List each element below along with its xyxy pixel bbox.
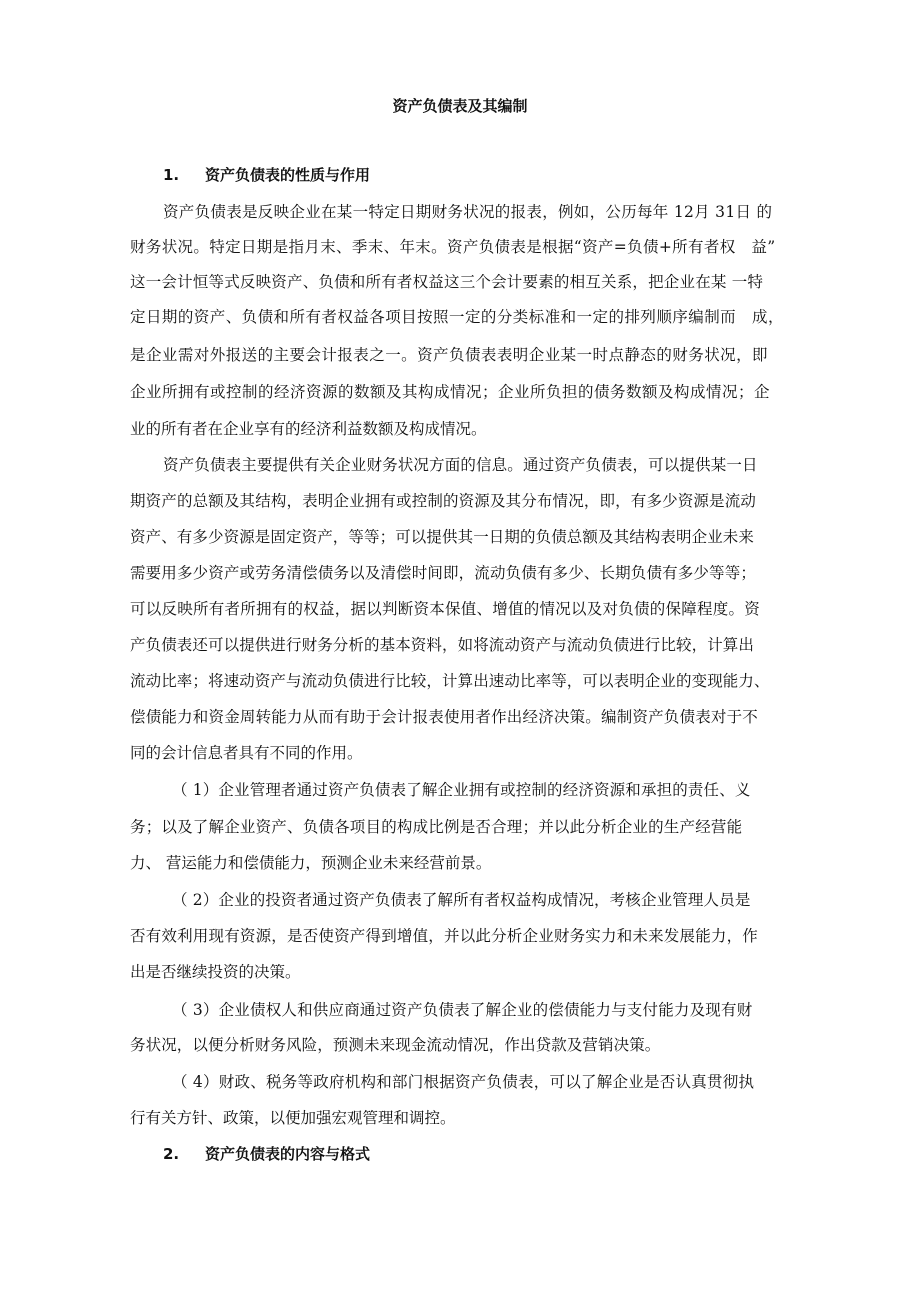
section-heading-2	[163, 1143, 370, 1165]
text-line: 期资产的总额及其结构，表明企业拥有或控制的资源及其分布情况，即，有多少资源是流动	[130, 492, 757, 510]
text-line: （ 2）企业的投资者通过资产负债表了解所有者权益构成情况，考核企业管理人员是	[172, 891, 751, 909]
text-line: 业的所有者在企业享有的经济利益数额及构成情况。	[130, 420, 487, 438]
text-line: 是企业需对外报送的主要会计报表之一。资产负债表表明企业某一时点静态的财务状况，即	[130, 346, 769, 364]
text-line: （ 4）财政、税务等政府机构和部门根据资产负债表，可以了解企业是否认真贯彻执	[172, 1073, 755, 1091]
text-line: 定日期的资产、负债和所有者权益各项目按照一定的分类标准和一定的排列顺序编制而 成，	[130, 308, 784, 326]
section-title: 资产负债表的性质与作用	[205, 166, 371, 184]
text-line: 出是否继续投资的决策。	[130, 963, 301, 981]
text-line: 同的会计信息者具有不同的作用。	[130, 744, 363, 762]
text-line: （ 3）企业债权人和供应商通过资产负债表了解企业的偿债能力与支付能力及现有财	[172, 1001, 753, 1019]
section-number: 1.	[163, 166, 180, 184]
text-line: 这一会计恒等式反映资产、负债和所有者权益这三个会计要素的相互关系，把企业在某 一特	[130, 273, 764, 291]
text-line: 资产负债表是反映企业在某一特定日期财务状况的报表，例如，公历每年 12月 31日 的	[163, 203, 773, 221]
text-line: 流动比率；将速动资产与流动负债进行比较，计算出速动比率等，可以表明企业的变现能力、	[130, 672, 770, 690]
text-line: 否有效利用现有资源，是否使资产得到增值，并以此分析企业财务实力和未来发展能力，作	[130, 927, 759, 945]
text-line: 偿债能力和资金周转能力从而有助于会计报表使用者作出经济决策。编制资产负债表对于不	[130, 708, 759, 726]
text-line: 需要用多少资产或劳务清偿债务以及清偿时间即，流动负债有多少、长期负债有多少等等；	[130, 564, 757, 582]
section-number: 2.	[163, 1145, 180, 1163]
text-line: 企业所拥有或控制的经济资源的数额及其构成情况；企业所负担的债务数额及构成情况；企	[130, 383, 771, 401]
text-line: 务；以及了解企业资产、负债各项目的构成比例是否合理；并以此分析企业的生产经营能	[130, 818, 743, 836]
section-heading-1	[163, 164, 370, 186]
text-line: 可以反映所有者所拥有的权益，据以判断资本保值、增值的情况以及对负债的保障程度。资	[130, 600, 761, 618]
text-line: 资产负债表主要提供有关企业财务状况方面的信息。通过资产负债表，可以提供某一日	[163, 456, 758, 474]
text-line: （ 1）企业管理者通过资产负债表了解企业拥有或控制的经济资源和承担的责任、义	[172, 781, 751, 799]
section-title: 资产负债表的内容与格式	[205, 1145, 371, 1163]
text-line: 财务状况。特定日期是指月末、季末、年末。资产负债表是根据“资产=负债+所有者权 益”	[130, 238, 776, 256]
text-line: 资产、有多少资源是固定资产，等等；可以提供其一日期的负债总额及其结构表明企业未来	[130, 528, 755, 546]
text-line: 力、 营运能力和偿债能力，预测企业未来经营前景。	[130, 854, 492, 872]
document-title: 资产负债表及其编制	[392, 97, 528, 115]
text-line: 行有关方针、政策，以便加强宏观管理和调控。	[130, 1109, 456, 1127]
text-line: 产负债表还可以提供进行财务分析的基本资料，如将流动资产与流动负债进行比较，计算出	[130, 636, 755, 654]
text-line: 务状况，以便分析财务风险，预测未来现金流动情况，作出贷款及营销决策。	[130, 1036, 661, 1054]
